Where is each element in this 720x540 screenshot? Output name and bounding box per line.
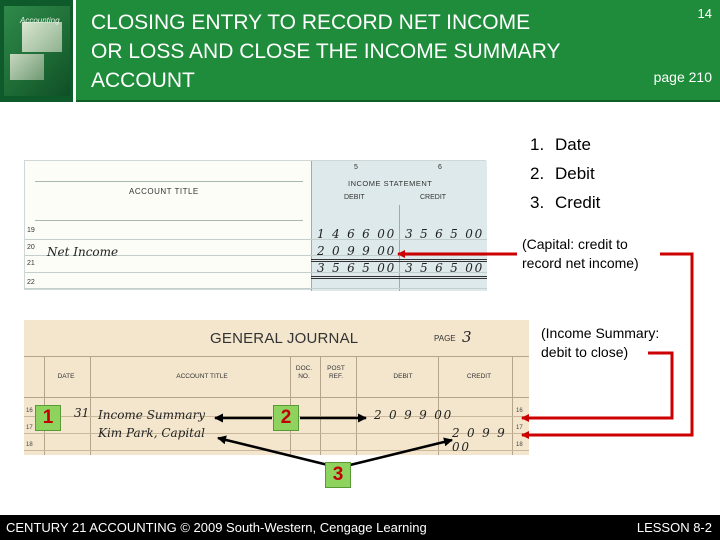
entry-debit: 2 0 9 9 00 (374, 408, 454, 422)
date-header: DATE (57, 373, 75, 380)
footer-copyright: CENTURY 21 ACCOUNTING © 2009 South-Western, Cengage Learning (6, 520, 427, 535)
entry-account: Kim Park, Capital (98, 426, 205, 440)
step-badge-1: 1 (35, 405, 61, 431)
journal-credit-header: CREDIT (466, 373, 492, 380)
credit-amount-arrow (350, 440, 452, 465)
worksheet-debit-value: 3 5 6 5 00 (317, 261, 397, 275)
title-line: OR LOSS AND CLOSE THE INCOME SUMMARY (91, 40, 561, 63)
note-line: record net income) (522, 255, 639, 271)
debit-header: DEBIT (344, 194, 365, 201)
row-number: 19 (27, 227, 35, 234)
row-number: 20 (27, 243, 35, 251)
book-cover-word: Accounting (20, 16, 60, 25)
step-label: Debit (555, 164, 595, 183)
journal-debit-header: DEBIT (393, 373, 413, 380)
entry-date: 31 (74, 406, 90, 420)
row-number: 18 (26, 442, 33, 448)
row-number: 21 (27, 260, 35, 267)
row-number: 16 (26, 408, 33, 414)
row-number: 17 (26, 425, 33, 431)
row-number: 16 (516, 408, 523, 414)
row-number: 17 (516, 425, 523, 431)
title-line: CLOSING ENTRY TO RECORD NET INCOME (91, 11, 531, 34)
journal-title: GENERAL JOURNAL (210, 330, 359, 347)
step-number: 2. (530, 164, 545, 183)
step-badge-3: 3 (325, 462, 351, 488)
entry-account: Income Summary (98, 408, 206, 422)
entry-credit: 2 0 9 9 00 (452, 426, 507, 454)
row-number: 22 (27, 278, 35, 286)
column-number: 5 (354, 164, 358, 171)
worksheet-credit-value: 3 5 6 5 00 (405, 227, 485, 241)
credit-account-arrow (218, 438, 328, 465)
worksheet-debit-value: 2 0 9 9 00 (317, 244, 397, 258)
journal-page-number: 3 (462, 328, 472, 346)
row-number: 18 (516, 442, 523, 448)
step-number: 1. (530, 135, 545, 154)
income-summary-bracket-arrow (522, 353, 672, 418)
doc-no-header: DOC. NO. (295, 365, 313, 380)
worksheet-credit-value: 3 5 6 5 00 (405, 261, 485, 275)
credit-header: CREDIT (420, 194, 447, 201)
net-income-label: Net Income (47, 245, 119, 259)
note-line: (Capital: credit to (522, 236, 628, 252)
note-line: debit to close) (541, 344, 629, 360)
slide-number: 14 (697, 6, 712, 21)
footer-lesson: LESSON 8-2 (636, 520, 712, 535)
slide-footer (0, 515, 720, 540)
step-label: Credit (555, 193, 601, 212)
income-statement-header: INCOME STATEMENT (348, 179, 433, 188)
step-badge-2: 2 (273, 405, 299, 431)
step-number: 3. (530, 193, 545, 212)
note-line: (Income Summary: (541, 325, 660, 341)
journal-page-label: PAGE (434, 334, 456, 343)
step-label: Date (555, 135, 591, 154)
worksheet-account-title-header: ACCOUNT TITLE (129, 187, 199, 196)
capital-bracket-arrow (522, 254, 692, 435)
account-title-header: ACCOUNT TITLE (176, 373, 228, 380)
title-line: ACCOUNT (91, 69, 195, 92)
page-reference: page 210 (653, 69, 712, 85)
post-ref-header: POST REF. (327, 365, 345, 380)
worksheet-debit-value: 1 4 6 6 00 (317, 227, 397, 241)
column-number: 6 (438, 164, 442, 171)
